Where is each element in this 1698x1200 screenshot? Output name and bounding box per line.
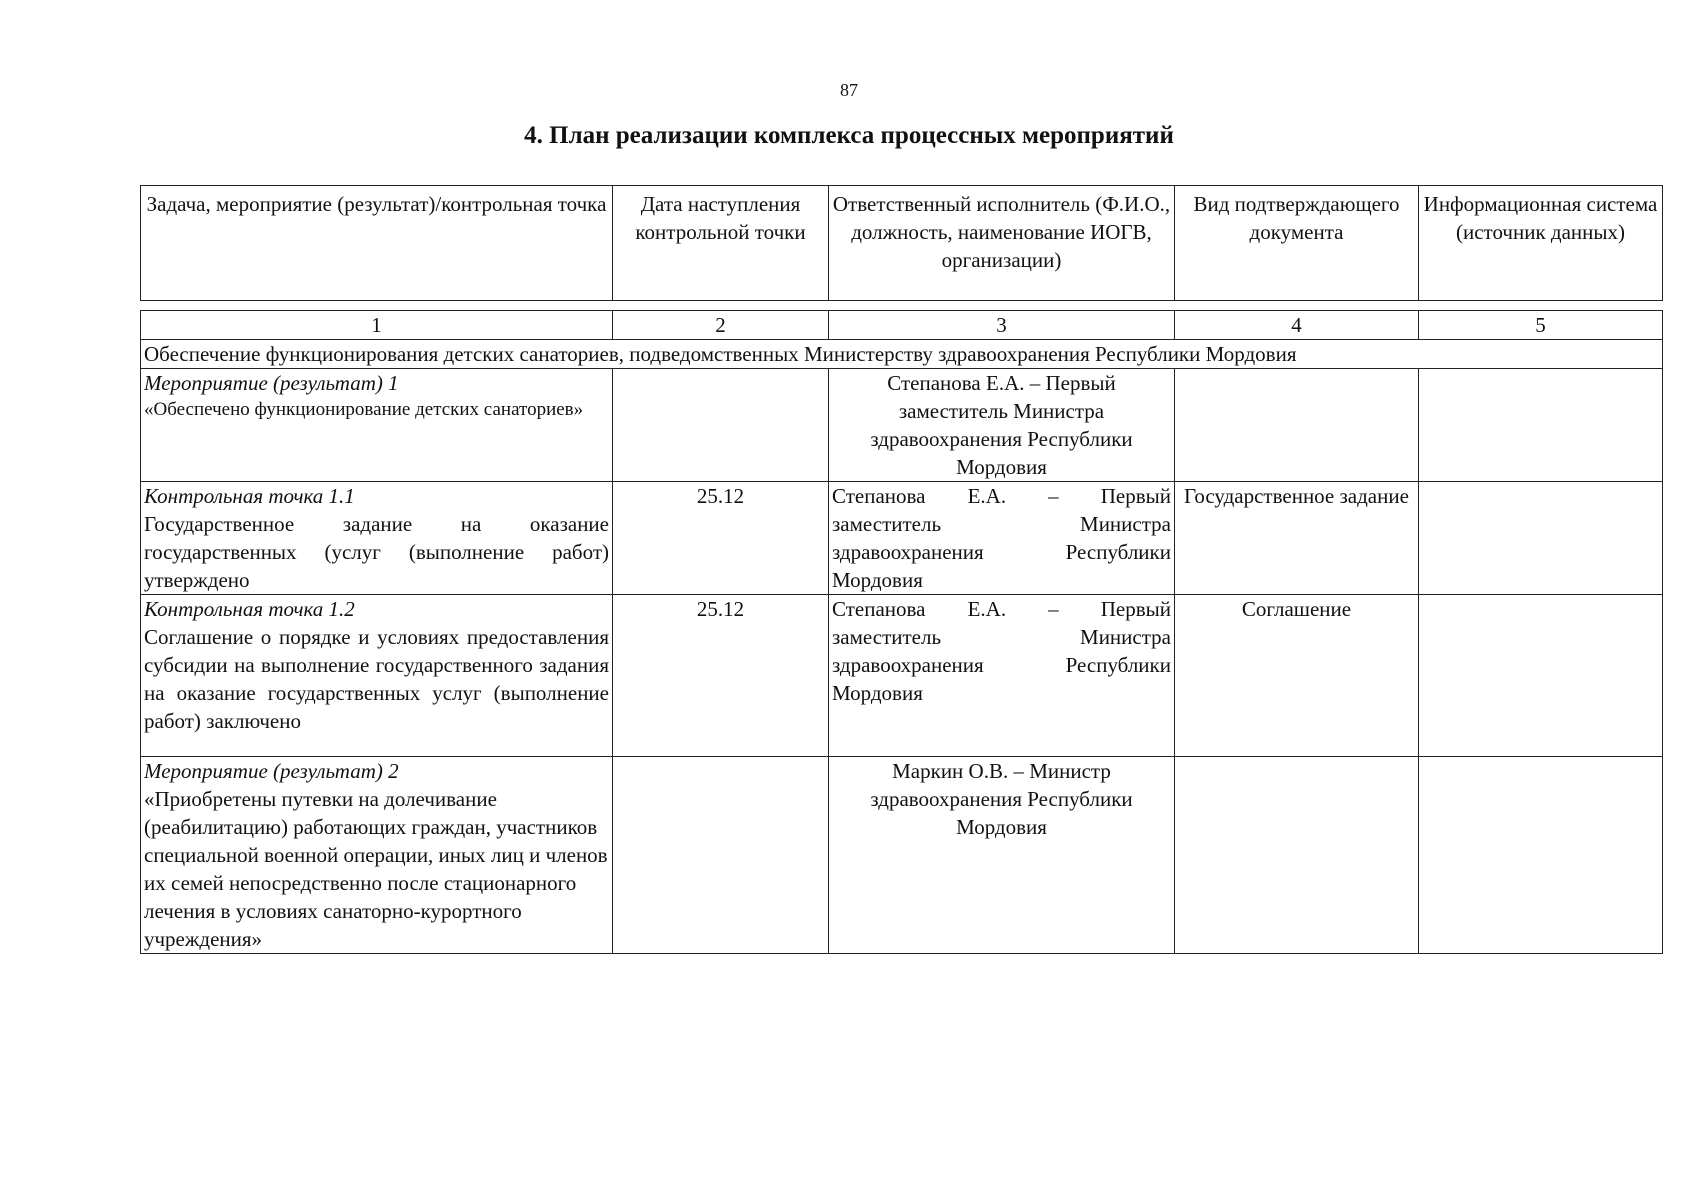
document-cell: Государственное задание <box>1175 482 1419 595</box>
header-date: Дата наступления контрольной точки <box>613 186 829 301</box>
system-cell <box>1419 482 1663 595</box>
task-kind: Контрольная точка 1.2 <box>144 597 355 621</box>
header-row <box>141 186 1663 301</box>
responsible-cell: Степанова Е.А. – Первый заместитель Министра здравоохранения Республики Мордовия <box>829 369 1175 482</box>
document-cell <box>1175 757 1419 954</box>
table-header <box>140 185 1663 301</box>
responsible-cell: Маркин О.В. – Министр здравоохранения Республики Мордовия <box>829 757 1175 954</box>
task-kind: Мероприятие (результат) 2 <box>144 759 399 783</box>
group-row <box>141 340 1663 369</box>
task-kind: Контрольная точка 1.1 <box>144 484 355 508</box>
document-cell <box>1175 369 1419 482</box>
column-number: 5 <box>1419 311 1663 340</box>
task-text: «Приобретены путевки на долечивание (реабилитацию) работающих граждан, участников специальной военной операции, иных лиц и членов их семей непосредственно после стационарного лечения в условиях санаторно-курортного учреждения» <box>144 787 608 951</box>
header-document: Вид подтверждающего документа <box>1175 186 1419 301</box>
task-cell <box>141 595 613 757</box>
column-number: 2 <box>613 311 829 340</box>
task-text: «Обеспечено функционирование детских санаториев» <box>144 399 584 420</box>
header-task: Задача, мероприятие (результат)/контрольная точка <box>141 186 613 301</box>
task-text: Государственное задание на оказание государственных (услуг (выполнение работ) утверждено <box>144 512 609 592</box>
document-cell: Соглашение <box>1175 595 1419 757</box>
column-number: 3 <box>829 311 1175 340</box>
task-text: Соглашение о порядке и условиях предоставления субсидии на выполнение государственного задания на оказание государственных услуг (выполнение работ) заключено <box>144 625 609 733</box>
column-number: 4 <box>1175 311 1419 340</box>
responsible-cell: Степанова Е.А. – Первый заместитель Министра здравоохранения Республики Мордовия <box>829 595 1175 757</box>
plan-table <box>140 310 1663 954</box>
responsible-cell: Степанова Е.А. – Первый заместитель Министра здравоохранения Республики Мордовия <box>829 482 1175 595</box>
date-cell <box>613 369 829 482</box>
table-row <box>141 595 1663 757</box>
system-cell <box>1419 757 1663 954</box>
system-cell <box>1419 369 1663 482</box>
table-row <box>141 757 1663 954</box>
date-cell: 25.12 <box>613 482 829 595</box>
page-number: 87 <box>840 80 858 100</box>
column-number-row <box>141 311 1663 340</box>
task-cell <box>141 369 613 482</box>
header-system: Информационная система (источник данных) <box>1419 186 1663 301</box>
task-kind: Мероприятие (результат) 1 <box>144 371 399 395</box>
header-responsible: Ответственный исполнитель (Ф.И.О., должность, наименование ИОГВ, организации) <box>829 186 1175 301</box>
date-cell <box>613 757 829 954</box>
task-cell <box>141 757 613 954</box>
system-cell <box>1419 595 1663 757</box>
document-title: 4. План реализации комплекса процессных мероприятий <box>524 122 1174 149</box>
table-row <box>141 369 1663 482</box>
date-cell: 25.12 <box>613 595 829 757</box>
task-cell <box>141 482 613 595</box>
table-row <box>141 482 1663 595</box>
column-number: 1 <box>141 311 613 340</box>
group-title: Обеспечение функционирования детских санаториев, подведомственных Министерству здравоохранения Республики Мордовия <box>141 340 1663 369</box>
